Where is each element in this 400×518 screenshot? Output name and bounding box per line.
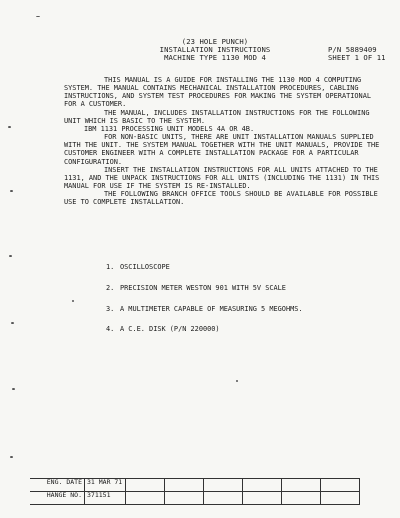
paragraph-intro: THIS MANUAL IS A GUIDE FOR INSTALLING THE 1130 MOD 4 COMPUTING SYSTEM. THE MANUAL CONTAINS MECHANICAL INSTALLATION PROCEDURES, CABLING INSTRUCTIONS, AND SYSTEM TEST PROCEDURES FOR MAKING THE SYSTEM OPERATIONAL FOR A CUSTOMER.	[64, 76, 371, 109]
change-no-label: HANGE NO.	[30, 492, 85, 505]
revision-cell	[321, 479, 360, 492]
revision-cell	[282, 492, 321, 505]
revision-cell	[282, 479, 321, 492]
machine-type: MACHINE TYPE 1130 MOD 4	[164, 53, 266, 63]
punch-note: (23 HOLE PUNCH)	[181, 37, 249, 46]
scan-speck	[10, 190, 13, 192]
list-item: 3. A MULTIMETER CAPABLE OF MEASURING 5 MEGOHMS.	[106, 305, 303, 313]
scan-speck	[12, 388, 15, 390]
paragraph-non-basic: FOR NON-BASIC UNITS, THERE ARE UNIT INSTALLATION MANUALS SUPPLIED WITH THE UNIT. THE SYSTEM MANUAL TOGETHER WITH THE UNIT MANUALS, PROVIDE THE CUSTOMER ENGINEER WITH A COMPLETE INSTALLATION PACKAGE FOR A PARTICULAR CONFIGURATION.	[64, 133, 380, 166]
part-number: P/N 5889409	[328, 45, 377, 54]
list-item: 4. A C.E. DISK (P/N 220000)	[106, 325, 220, 333]
scan-speck	[36, 16, 40, 17]
eng-date-label: ENG. DATE	[30, 479, 85, 492]
revision-cell	[204, 492, 243, 505]
paragraph-includes: THE MANUAL, INCLUDES INSTALLATION INSTRUCTIONS FOR THE FOLLOWING UNIT WHICH IS BASIC TO THE SYSTEM.	[64, 108, 370, 125]
body-text	[64, 76, 386, 207]
paragraph-insert: INSERT THE INSTALLATION INSTRUCTIONS FOR ALL UNITS ATTACHED TO THE 1131, AND THE UNPACK INSTRUCTIONS FOR ALL UNITS (INCLUDING THE 1131) IN THIS MANUAL FOR USE IF THE SYSTEM IS RE-INSTALLED.	[64, 165, 380, 191]
revision-cell	[165, 479, 204, 492]
scan-speck	[72, 300, 74, 302]
revision-table	[30, 478, 360, 505]
scan-speck	[10, 456, 13, 458]
header-right-block	[328, 46, 398, 62]
change-no-value: 371151	[85, 492, 126, 505]
scan-speck	[8, 126, 11, 128]
list-item: 1. OSCILLOSCOPE	[106, 263, 170, 271]
revision-cell	[321, 492, 360, 505]
document-title: INSTALLATION INSTRUCTIONS	[159, 45, 271, 55]
revision-cell	[126, 492, 165, 505]
paragraph-processing-unit: IBM 1131 PROCESSING UNIT MODELS 4A OR 4B.	[84, 124, 255, 133]
scan-speck	[11, 322, 14, 324]
revision-block	[30, 478, 370, 508]
revision-cell	[204, 479, 243, 492]
revision-cell	[165, 492, 204, 505]
scan-speck	[9, 255, 12, 257]
revision-cell	[243, 479, 282, 492]
scan-speck	[236, 380, 238, 382]
list-item: 2. PRECISION METER WESTON 901 WITH 5V SCALE	[106, 284, 286, 292]
header-center-block	[150, 38, 280, 63]
eng-date-value: 31 MAR 71	[85, 479, 126, 492]
revision-cell	[243, 492, 282, 505]
sheet-number: SHEET 1 OF 11	[328, 53, 386, 63]
paragraph-tools: THE FOLLOWING BRANCH OFFICE TOOLS SHOULD BE AVAILABLE FOR POSSIBLE USE TO COMPLETE INSTALLATION.	[64, 190, 378, 207]
revision-cell	[126, 479, 165, 492]
